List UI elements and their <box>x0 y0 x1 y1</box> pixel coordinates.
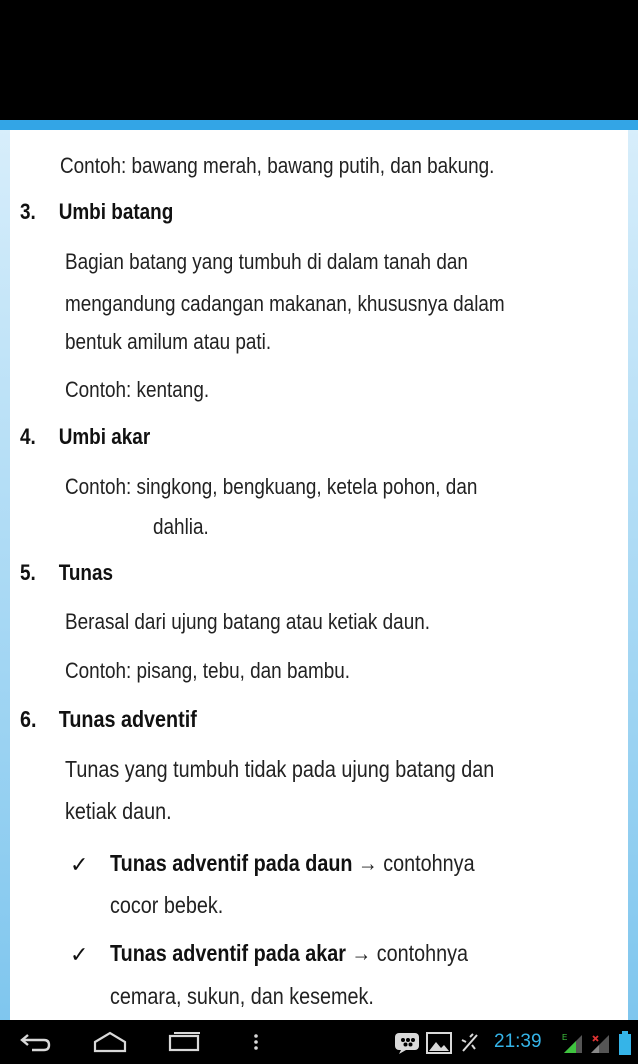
arrow-right-icon: → <box>358 850 378 876</box>
section-title: Tunas adventif <box>58 706 197 732</box>
section-number: 6. <box>20 706 37 732</box>
back-arrow-icon[interactable] <box>18 1032 52 1052</box>
system-navigation-bar <box>0 1020 638 1064</box>
bullet-1-bold: Tunas adventif pada daun <box>110 850 353 876</box>
section-5-body-line-1: Berasal dari ujung batang atau ketiak daun. <box>65 609 431 634</box>
signal-strength-icon <box>560 1031 586 1055</box>
example-line-bawang: Contoh: bawang merah, bawang putih, dan bakung. <box>60 153 495 178</box>
section-number: 4. <box>20 424 36 449</box>
section-5-example: Contoh: pisang, tebu, dan bambu. <box>65 658 351 683</box>
section-3-body-line-2: mengandung cadangan makanan, khususnya dalam <box>65 291 505 316</box>
checkmark-icon: ✓ <box>70 942 89 967</box>
document-viewer-frame <box>0 120 638 1020</box>
svg-text:E: E <box>562 1033 568 1042</box>
battery-icon <box>618 1030 632 1056</box>
section-number: 5. <box>20 560 36 585</box>
bullet-1-rest: contohnya <box>383 850 475 876</box>
bullet-2-bold: Tunas adventif pada akar <box>110 940 346 966</box>
usb-debugging-icon <box>458 1031 482 1055</box>
section-4-example: Contoh: singkong, bengkuang, ketela pohon, dan <box>65 474 478 499</box>
section-4-heading <box>20 423 150 451</box>
bbm-notification-icon <box>393 1031 423 1055</box>
bullet-1-line-1 <box>110 849 475 877</box>
signal-strength-icon <box>588 1031 612 1055</box>
top-black-area <box>0 0 638 120</box>
arrow-right-icon: → <box>351 940 372 966</box>
section-5-heading <box>20 559 113 587</box>
section-title: Tunas <box>58 560 114 585</box>
section-3-heading <box>20 198 173 226</box>
section-6-body-line-1: Tunas yang tumbuh tidak pada ujung batang dan <box>65 756 495 782</box>
section-3-body-line-1: Bagian batang yang tumbuh di dalam tanah dan <box>65 249 468 274</box>
section-6-body-line-2: ketiak daun. <box>65 798 172 824</box>
bullet-1-line-2: cocor bebek. <box>110 892 224 918</box>
bullet-2-line-1 <box>110 939 468 967</box>
bullet-2-rest: contohnya <box>376 940 469 966</box>
clock-time: 21:39 <box>494 1031 542 1052</box>
menu-dots-icon[interactable] <box>252 1032 260 1052</box>
document-page[interactable] <box>10 130 628 1020</box>
section-number: 3. <box>20 199 36 224</box>
gallery-notification-icon <box>425 1031 453 1055</box>
section-4-example-cont: dahlia. <box>153 514 209 539</box>
section-6-heading <box>20 705 197 733</box>
home-icon[interactable] <box>92 1030 128 1054</box>
section-3-example: Contoh: kentang. <box>65 377 210 402</box>
section-title: Umbi batang <box>58 199 174 224</box>
section-title: Umbi akar <box>58 424 151 449</box>
section-3-body-line-3: bentuk amilum atau pati. <box>65 329 272 354</box>
recent-apps-icon[interactable] <box>168 1031 202 1053</box>
bullet-2-line-2: cemara, sukun, dan kesemek. <box>110 983 374 1009</box>
checkmark-icon: ✓ <box>70 852 89 877</box>
